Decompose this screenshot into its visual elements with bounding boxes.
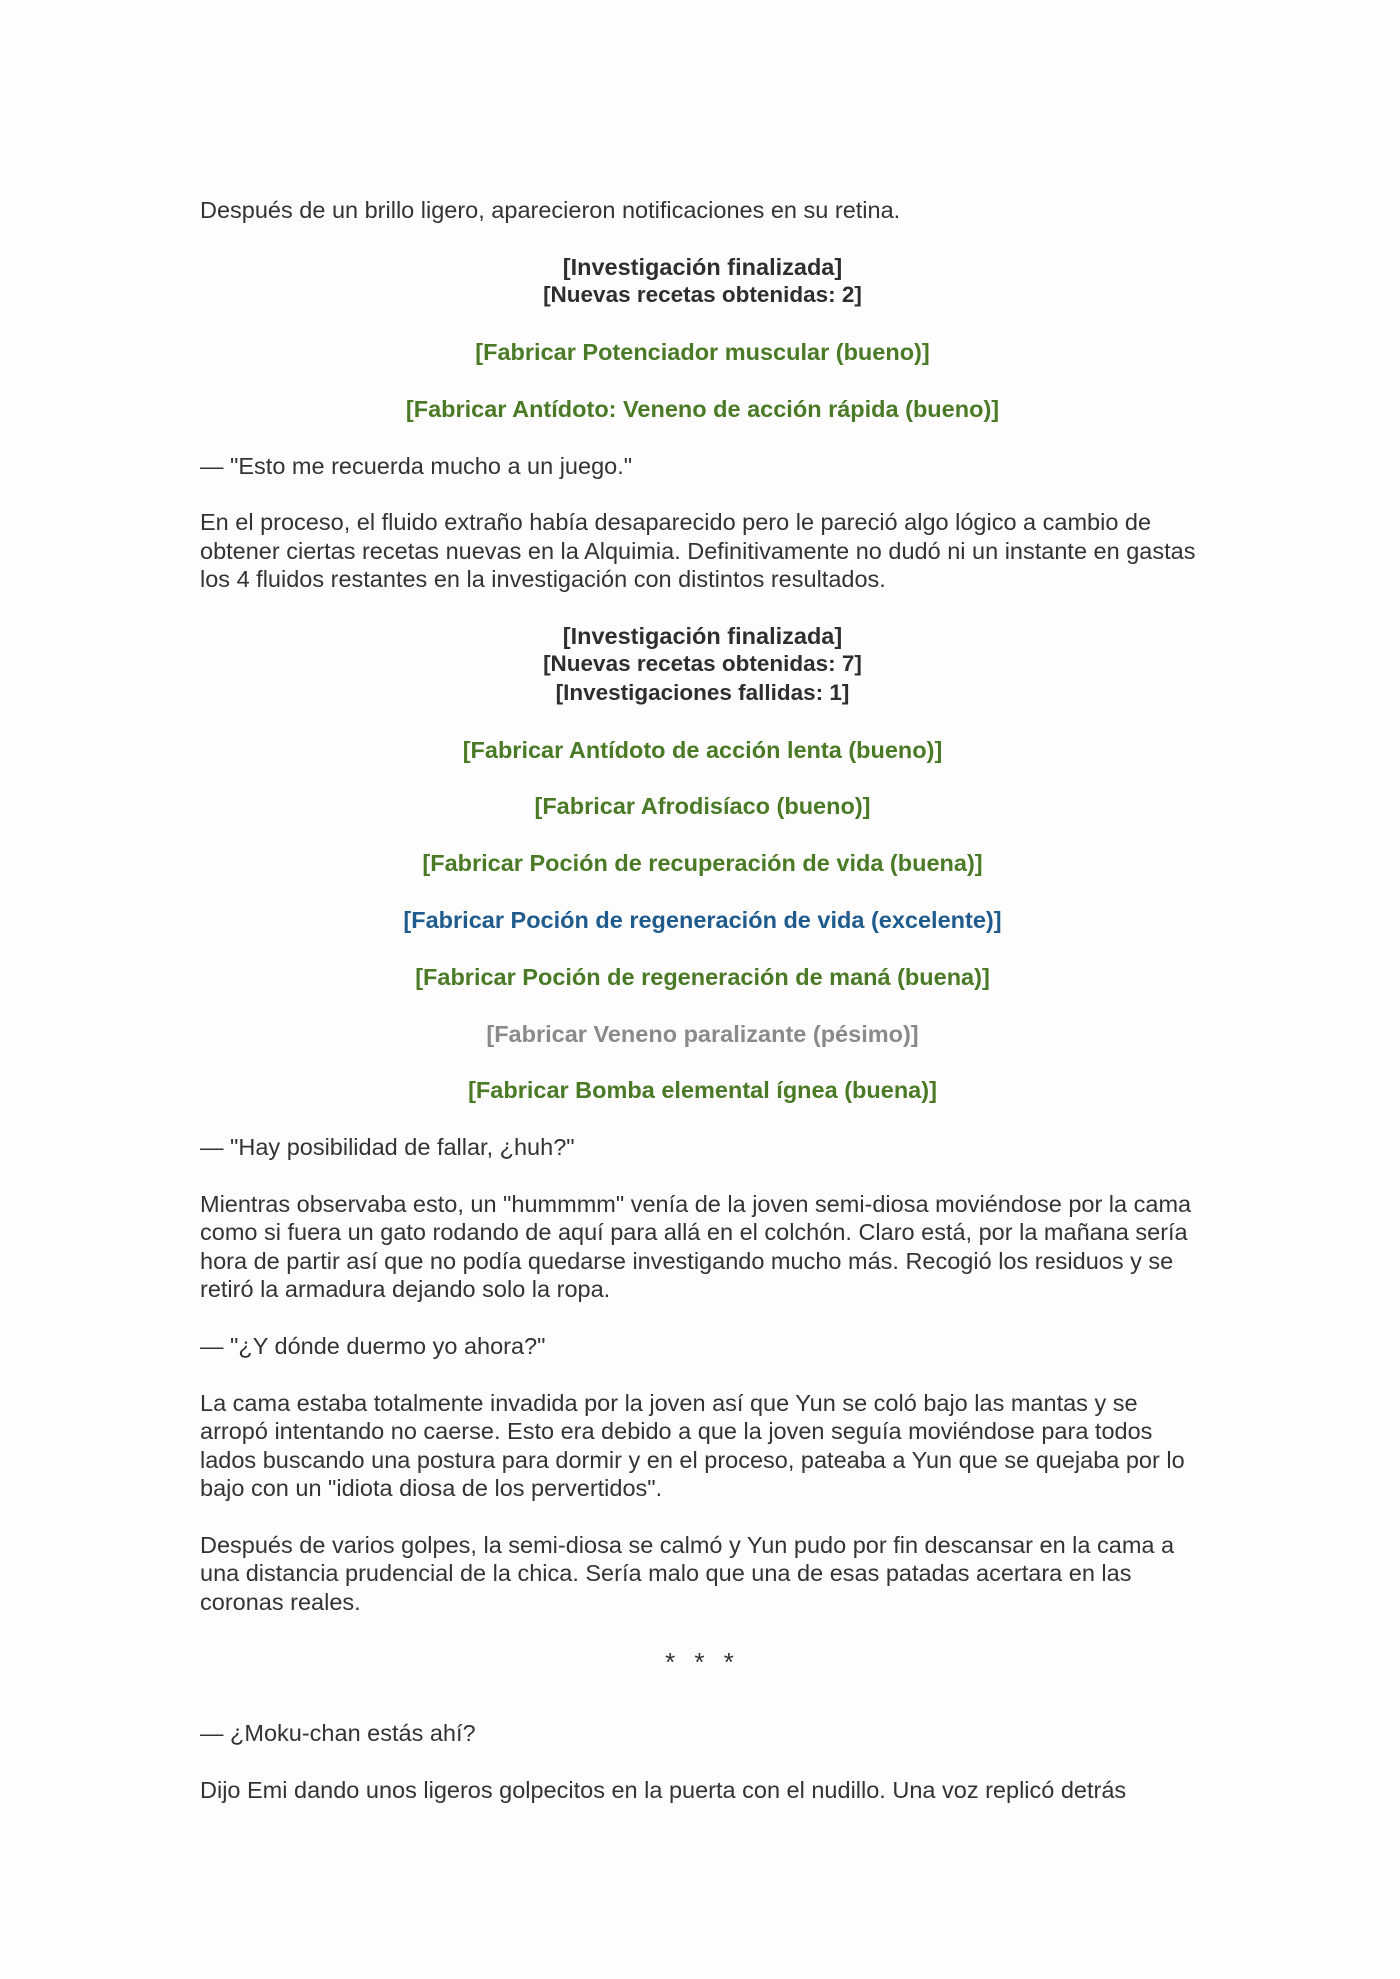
recipe-line: [Fabricar Poción de recuperación de vida (buena)] bbox=[422, 850, 983, 877]
notification-line: [Nuevas recetas obtenidas: 2] bbox=[543, 282, 862, 308]
dialogue-line: — "¿Y dónde duermo yo ahora?" bbox=[200, 1333, 546, 1359]
paragraph: Después de varios golpes, la semi-diosa se calmó y Yun pudo por fin descansar en la cama a una distancia prudencial de la chica. Sería malo que una de esas patadas acertara en las coronas reales. bbox=[200, 1531, 1175, 1615]
recipe-line-poor: [Fabricar Veneno paralizante (pésimo)] bbox=[486, 1020, 919, 1047]
recipe-line: [Fabricar Bomba elemental ígnea (buena)] bbox=[468, 1077, 937, 1104]
recipe-line-excellent: [Fabricar Poción de regeneración de vida (excelente)] bbox=[403, 907, 1002, 933]
recipe-line: [Fabricar Antídoto de acción lenta (bueno)] bbox=[462, 736, 943, 763]
paragraph: La cama estaba totalmente invadida por la joven así que Yun se coló bajo las mantas y se arropó intentando no caerse. Esto era debido a que la joven seguía moviéndose para todos lados buscando una postura para dormir y en el proceso, pateaba a Yun que se quejaba por lo bajo con un "idiota diosa de los pervertidos". bbox=[200, 1389, 1185, 1502]
notification-title: [Investigación finalizada] bbox=[562, 253, 843, 280]
recipe-line: [Fabricar Afrodisíaco (bueno)] bbox=[534, 793, 871, 820]
recipe-line: [Fabricar Potenciador muscular (bueno)] bbox=[475, 339, 930, 365]
dialogue-line: — "Esto me recuerda mucho a un juego." bbox=[200, 452, 633, 479]
system-notification-2 bbox=[200, 622, 1205, 707]
paragraph: Mientras observaba esto, un "hummmm" venía de la joven semi-diosa moviéndose por la cama como si fuera un gato rodando de aquí para allá en el colchón. Claro está, por la mañana sería hora de partir así que no podía quedarse investigando mucho más. Recogió los residuos y se retiró la armadura dejando solo la ropa. bbox=[200, 1190, 1192, 1303]
paragraph: En el proceso, el fluido extraño había desaparecido pero le pareció algo lógico a cambio de obtener ciertas recetas nuevas en la Alquimia. Definitivamente no dudó ni un instante en gastas los 4 fluidos restantes en la investigación con distintos resultados. bbox=[200, 509, 1196, 593]
recipe-line: [Fabricar Antídoto: Veneno de acción rápida (bueno)] bbox=[405, 395, 1000, 422]
scene-separator: * * * bbox=[665, 1647, 740, 1678]
notification-line: [Nuevas recetas obtenidas: 7] bbox=[543, 651, 862, 677]
paragraph: Después de un brillo ligero, aparecieron notificaciones en su retina. bbox=[200, 197, 901, 223]
dialogue-line: — "Hay posibilidad de fallar, ¿huh?" bbox=[200, 1134, 575, 1161]
notification-line: [Investigaciones fallidas: 1] bbox=[555, 679, 850, 705]
document-page bbox=[200, 196, 1205, 1832]
system-notification-1 bbox=[200, 253, 1205, 310]
recipe-line: [Fabricar Poción de regeneración de maná (buena)] bbox=[415, 963, 990, 990]
dialogue-line: — ¿Moku-chan estás ahí? bbox=[200, 1719, 476, 1746]
notification-title: [Investigación finalizada] bbox=[562, 623, 843, 649]
paragraph: Dijo Emi dando unos ligeros golpecitos en la puerta con el nudillo. Una voz replicó detrás bbox=[200, 1776, 1127, 1803]
